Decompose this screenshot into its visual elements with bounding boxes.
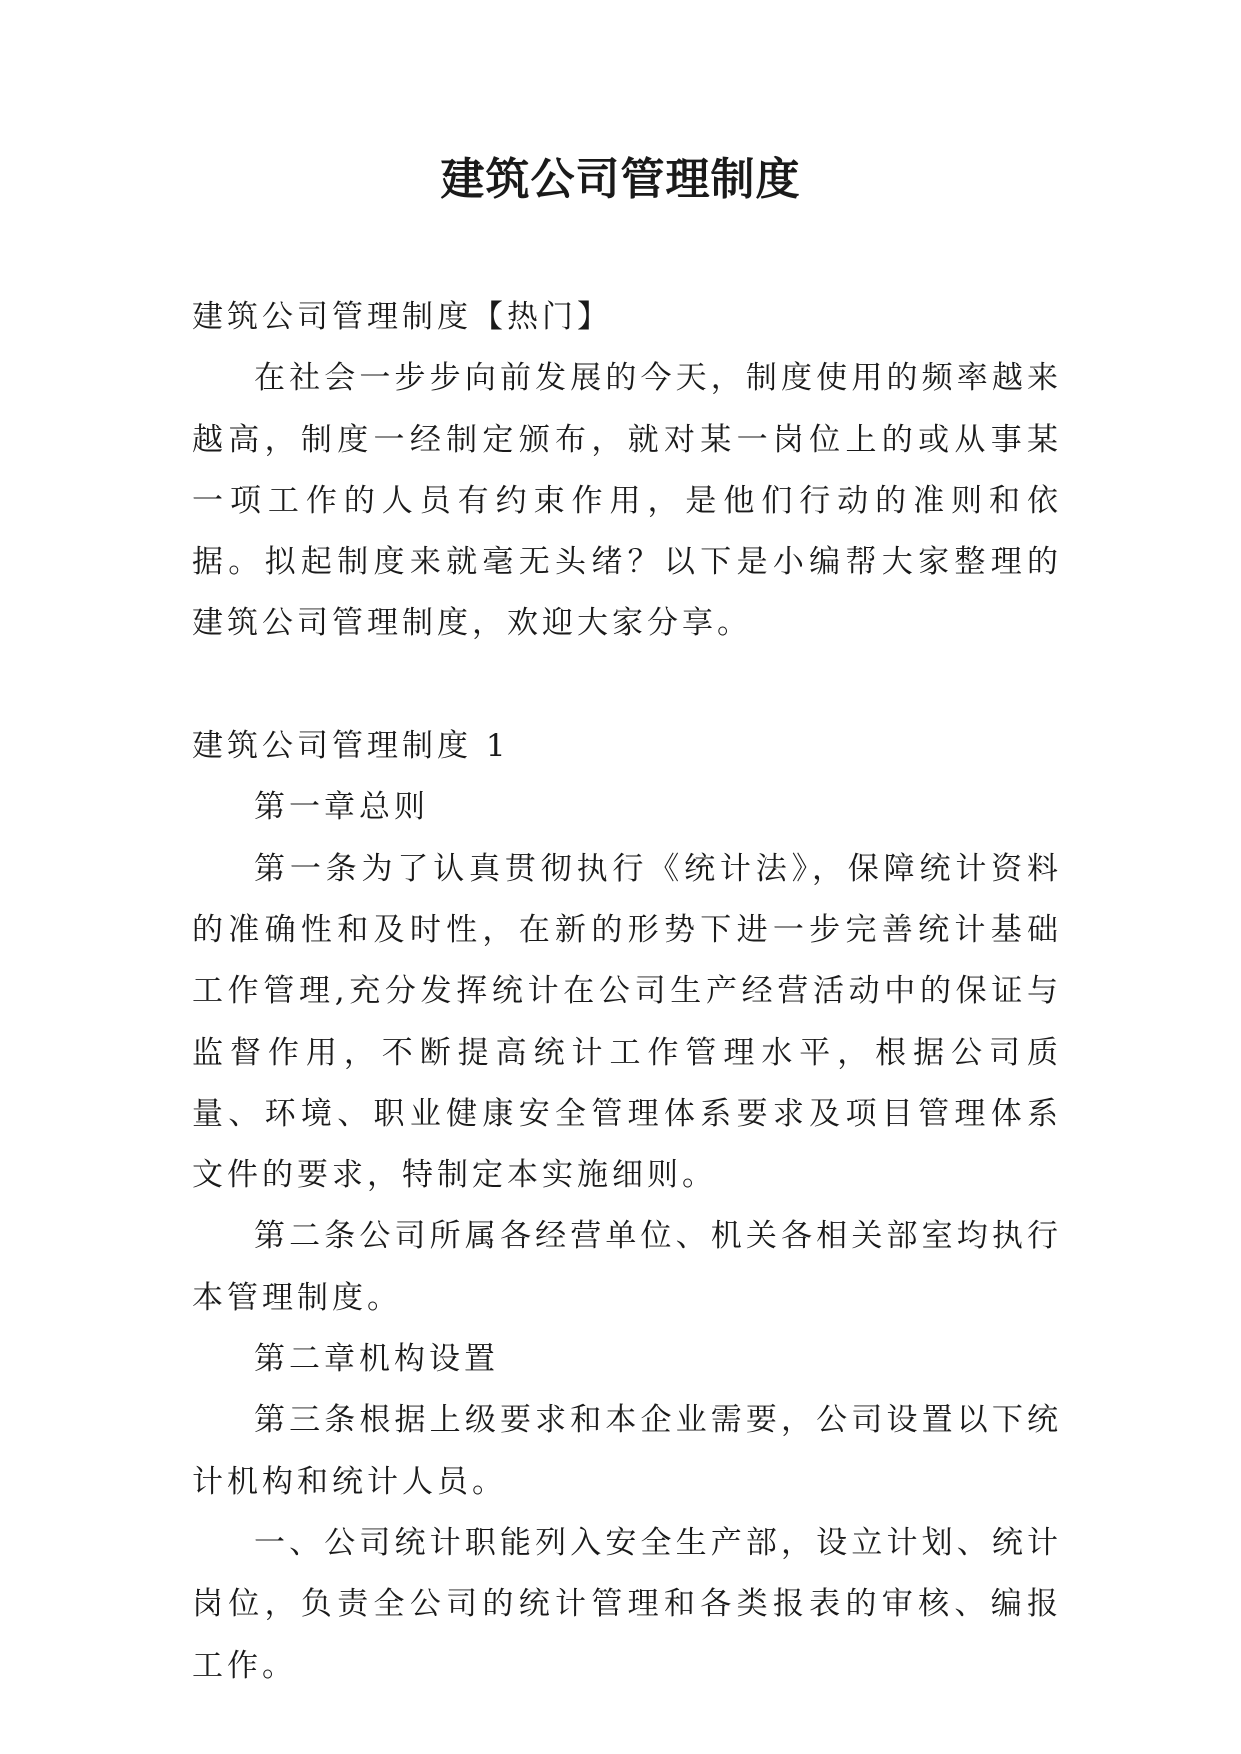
chapter-heading-1: 第一章总则 <box>254 789 429 826</box>
intro-heading: 建筑公司管理制度【热门】 <box>192 299 612 335</box>
document-body <box>192 287 1062 1697</box>
section-gap <box>192 655 1062 716</box>
clause-1: 一、公司统计职能列入安全生产部，设立计划、统计岗位，负责全公司的统计管理和各类报表的审核、编报工作。 <box>192 1524 1062 1684</box>
chapter-heading-2: 第二章机构设置 <box>254 1341 499 1378</box>
article-3: 第三条根据上级要求和本企业需要，公司设置以下统计机构和统计人员。 <box>192 1402 1062 1500</box>
document-title: 建筑公司管理制度 <box>440 154 801 205</box>
article-1: 第一条为了认真贯彻执行《统计法》，保障统计资料的准确性和及时性，在新的形势下进一步完善统计基础工作管理,充分发挥统计在公司生产经营活动中的保证与监督作用，不断提高统计工作管理水平，根据公司质量、环境、职业健康安全管理体系要求及项目管理体系文件的要求，特制定本实施细则。 <box>192 850 1062 1194</box>
article-2: 第二条公司所属各经营单位、机关各相关部室均执行本管理制度。 <box>192 1218 1062 1316</box>
section-heading: 建筑公司管理制度 1 <box>192 728 510 765</box>
intro-paragraph: 在社会一步步向前发展的今天，制度使用的频率越来越高，制度一经制定颁布，就对某一岗位上的或从事某一项工作的人员有约束作用，是他们行动的准则和依据。拟起制度来就毫无头绪？以下是小编帮大家整理的建筑公司管理制度，欢迎大家分享。 <box>192 360 1062 642</box>
